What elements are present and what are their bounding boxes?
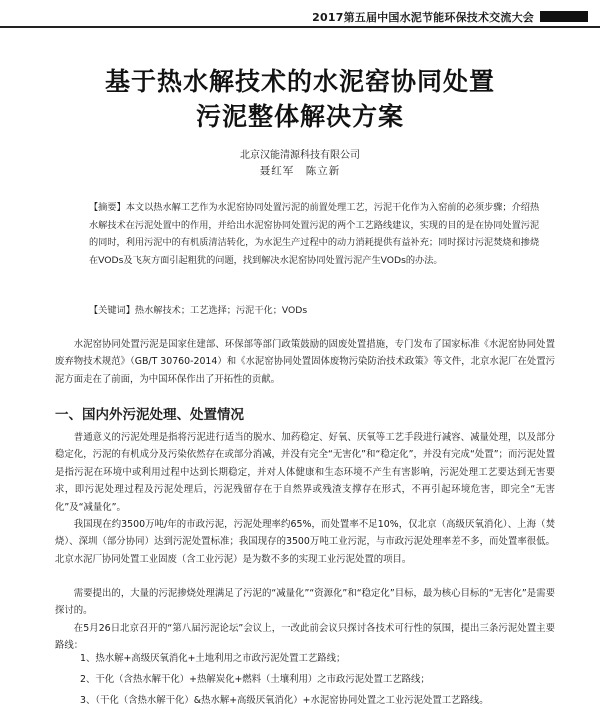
list-item: 3、（干化（含热水解干化）&热水解+高级厌氧消化）+水泥窑协同处置之工业污泥处置工艺路线。 — [80, 695, 489, 706]
list-item: 1、热水解+高级厌氧消化+土地利用之市政污泥处置工艺路线； — [80, 653, 346, 664]
header-black-bar — [540, 11, 588, 22]
section-heading: 一、国内外污泥处理、处置情况 — [55, 407, 244, 423]
list-item: 2、干化（含热水解干化）+热解炭化+燃料（土壤利用）之市政污泥处置工艺路线； — [80, 674, 430, 685]
header-rule — [0, 26, 600, 28]
abstract: 【摘要】本文以热水解工艺作为水泥窑协同处置污泥的前置处理工艺，污泥干化作为入窑前的必须步骤；介绍热水解技术在污泥处置中的作用，并给出水泥窑协同处置污泥的两个工艺路线建议，实现的目的是在协同处置污泥的同时，利用污泥中的有机质清洁转化，为水泥生产过程中的动力消耗提供有益补充；同时探讨污泥焚烧和掺烧在VODs及飞灰方面引起粗犹的问题，找到解决水泥窑协同处置污泥产生VODs的办法。 — [89, 202, 540, 266]
body-paragraph: 我国现在约3500万吨/年的市政污泥，污泥处理率约65%，而处置率不足10%，仅北京（高级厌氧消化）、上海（焚烧）、深圳（部分协同）达到污泥处置标准；我国现存的3500万吨工业污泥，与市政污泥处理率差不多，而处置率很低。北京水泥厂协同处置工业固废（含工业污泥）是为数不多的实现工业污泥处置的项目。 — [55, 519, 555, 565]
paper-title-line-1: 基于热水解技术的水泥窑协同处置 — [104, 67, 495, 96]
body-paragraph: 需要提出的，大量的污泥掺烧处理满足了污泥的“减量化”“资源化”和“稳定化”目标，最为核心目标的“无害化”是需要探讨的。 — [55, 588, 555, 617]
authors: 聂红军 陈立新 — [259, 165, 341, 177]
conference-header: 2017第五届中国水泥节能环保技术交流大会 — [312, 11, 534, 24]
body-paragraph: 在5月26日北京召开的“第八届污泥论坛”会议上，一改此前会议只探讨各技术可行性的氛围，提出三条污泥处置主要路线： — [55, 623, 555, 652]
affiliation: 北京汉能清源科技有限公司 — [240, 150, 360, 161]
intro-paragraph: 水泥窑协同处置污泥是国家住建部、环保部等部门政策鼓励的固废处置措施，专门发布了国家标准《水泥窑协同处置废弃物技术规范》（GB/T 30760-2014）和《水泥窑协同处置固体废物污染防治技术政策》等文件，北京水泥厂在处置污泥方面走在了前面，为中国环保作出了开拓性的贡献。 — [55, 339, 555, 385]
paper-title-line-2: 污泥整体解决方案 — [195, 102, 404, 131]
body-paragraph: 普通意义的污泥处理是指将污泥进行适当的脱水、加药稳定、好氧、厌氧等工艺手段进行减容、减量处理，以及部分稳定化，污泥的有机成分及污染依然存在或部分消减，并没有完全“无害化”和“稳定化”，并没有完成“处置”；而污泥处置是指污泥在环境中或利用过程中达到长期稳定，并对人体健康和生态环境不产生有害影响，污泥处理工艺要达到无害要求，即污泥处理过程及污泥处理后，污泥残留存在于自然界或残渣支撑存在形式，不再引起环境危害，即完全“无害化”及“减量化”。 — [55, 432, 555, 513]
keywords: 【关键词】热水解技术；工艺选择；污泥干化；VODs — [89, 305, 308, 316]
